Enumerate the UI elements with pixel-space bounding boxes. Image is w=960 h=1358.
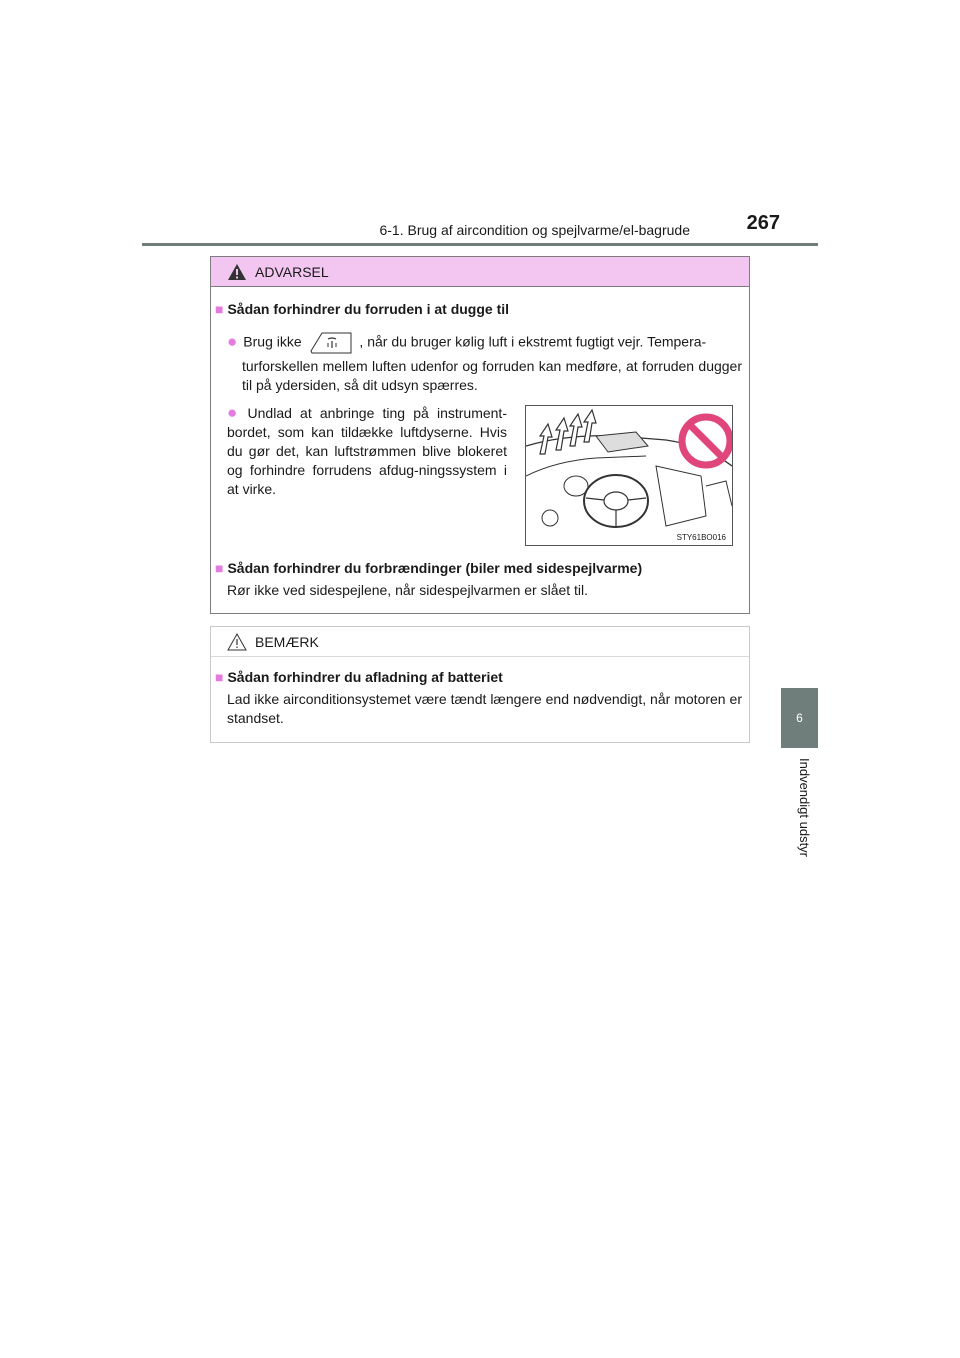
warning-triangle-icon [227, 263, 247, 281]
windshield-defogger-button-icon [308, 331, 354, 355]
chapter-tab: 6 [781, 688, 818, 748]
warning-label: ADVARSEL [255, 264, 329, 280]
illustration-code: STY61BO016 [676, 533, 726, 542]
warning-section-title-burns: ■ Sådan forhindrer du forbrændinger (biler med sidespejlvarme) [215, 560, 643, 576]
warning-section-text-burns: Rør ikke ved sidespejlene, når sidespejlvarmen er slået til. [227, 582, 589, 598]
square-bullet-icon: ■ [215, 669, 224, 685]
round-bullet-icon: ● [227, 403, 242, 422]
caution-triangle-icon [227, 633, 247, 651]
note-section-title: ■ Sådan forhindrer du afladning af batteriet [215, 669, 503, 685]
warning-box [210, 256, 750, 614]
chapter-label: Indvendigt udstyr [797, 758, 812, 858]
page-number: 267 [746, 212, 780, 234]
warning-bullet-defogger-cont: turforskellen mellem luften udenfor og forruden kan medføre, at forruden dugger til på ydersiden, så dit udsyn spærres. [242, 358, 742, 393]
square-bullet-icon: ■ [215, 560, 224, 576]
dashboard-vent-illustration [526, 406, 732, 545]
warning-section-title-fog: ■ Sådan forhindrer du forruden i at dugge til [215, 301, 510, 317]
note-box-header [211, 627, 749, 657]
header-rule [142, 243, 818, 246]
square-bullet-icon: ■ [215, 301, 224, 317]
warning-box-header [211, 257, 749, 287]
note-section-text: Lad ikke airconditionsystemet være tændt længere end nødvendigt, når motoren er standset. [227, 691, 742, 726]
note-box [210, 626, 750, 743]
round-bullet-icon: ● [227, 331, 238, 351]
warning-bullet-vents: ● Undlad at anbringe ting på instrument-bordet, som kan tildække luftdyserne. Hvis du gør det, kan luftstrømmen blive blokeret og forhindre forrudens afdug-ningssystem i at virke. [227, 403, 507, 497]
illustration-dashboard [525, 405, 733, 546]
warning-bullet-defogger: ● Brug ikke , når du bruger kølig luft i ekstremt fugtigt vejr. Tempera- [227, 331, 742, 355]
page-header-title: 6-1. Brug af aircondition og spejlvarme/el-bagrude [379, 222, 690, 238]
note-label: BEMÆRK [255, 634, 319, 650]
